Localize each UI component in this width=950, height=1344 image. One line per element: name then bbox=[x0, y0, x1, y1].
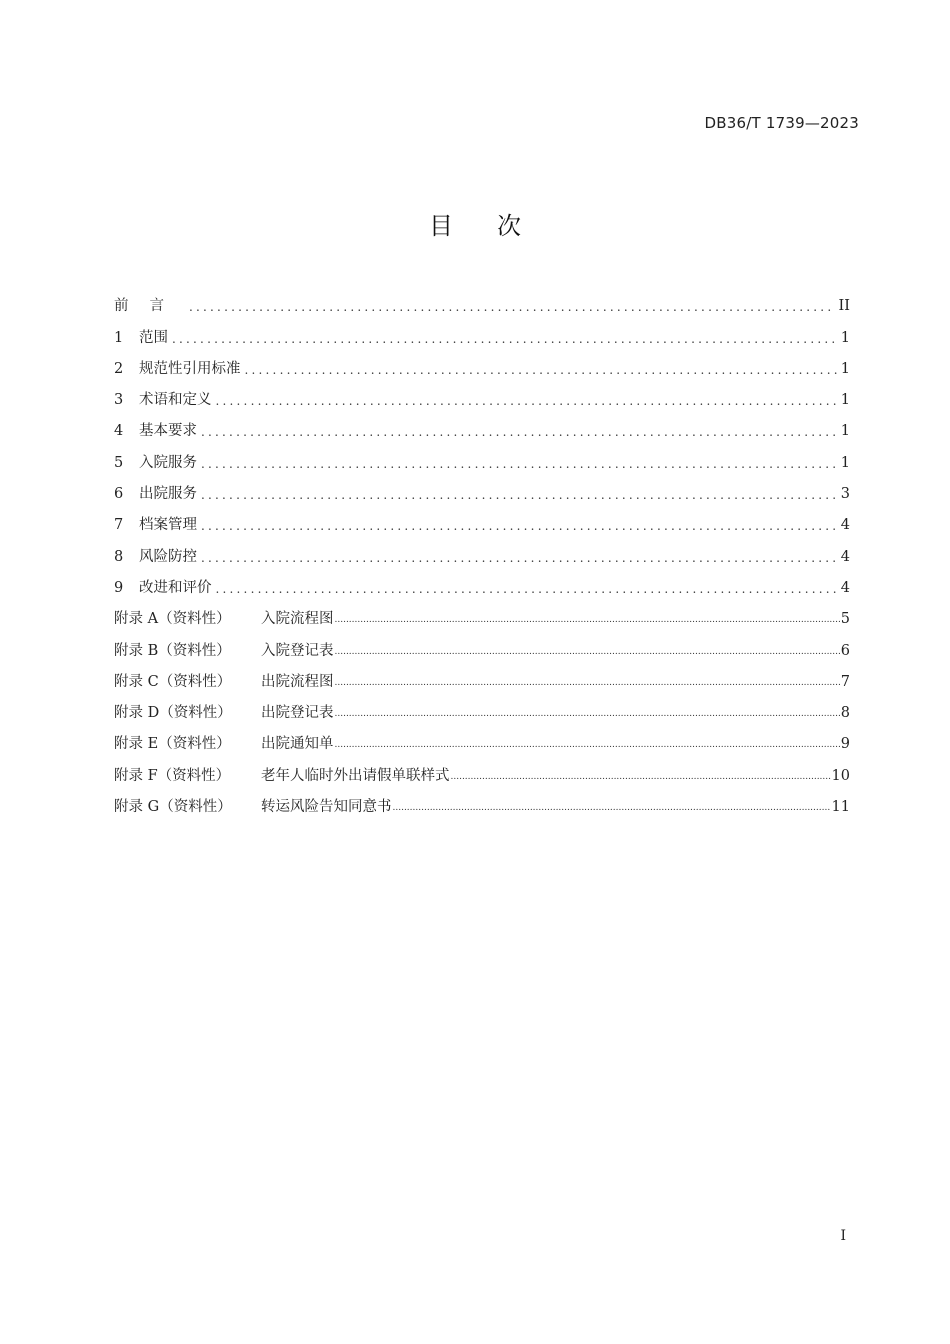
toc-appendix-label: 出院登记表 bbox=[261, 705, 334, 722]
toc-appendix-label: 出院通知单 bbox=[261, 736, 334, 753]
toc-appendix-label: 入院流程图 bbox=[261, 611, 334, 628]
toc-entry-page: 1 bbox=[840, 329, 850, 346]
toc-appendix-b[interactable] bbox=[114, 630, 850, 661]
toc-leader-dots bbox=[201, 516, 837, 536]
toc-appendix-label: 转运风险告知同意书 bbox=[261, 799, 392, 816]
toc-entry-label: 档案管理 bbox=[139, 517, 197, 534]
document-code: DB36/T 1739—2023 bbox=[704, 114, 859, 132]
toc-entry-label: 基本要求 bbox=[139, 423, 197, 440]
toc-appendix-prefix: 附录 A（资料性） bbox=[114, 611, 231, 628]
toc-appendix-prefix: 附录 E（资料性） bbox=[114, 736, 231, 753]
toc-appendix-page: 5 bbox=[840, 611, 850, 628]
toc-entry-number: 2 bbox=[114, 360, 124, 377]
toc-entry-number: 9 bbox=[114, 579, 124, 596]
toc-entry-number: 3 bbox=[114, 392, 124, 409]
toc-entry-label: 前言 bbox=[114, 298, 185, 315]
toc-leader-dots bbox=[245, 360, 837, 380]
toc-appendix-page: 10 bbox=[831, 767, 850, 784]
toc-entry-label: 规范性引用标准 bbox=[139, 360, 241, 377]
toc-leader-dots bbox=[201, 454, 837, 474]
toc-appendix-page: 11 bbox=[831, 799, 850, 816]
toc-entry-number: 1 bbox=[114, 329, 124, 346]
toc-entry-page: 3 bbox=[840, 486, 850, 503]
toc-appendix-page: 9 bbox=[840, 736, 850, 753]
toc-leader-dots bbox=[201, 548, 837, 568]
toc-entry-risk-control[interactable] bbox=[114, 536, 850, 567]
toc-entry-label: 改进和评价 bbox=[139, 579, 212, 596]
toc-entry-scope[interactable] bbox=[114, 317, 850, 348]
toc-entry-terms-definitions[interactable] bbox=[114, 380, 850, 411]
toc-entry-page: II bbox=[838, 298, 850, 315]
toc-entry-label: 出院服务 bbox=[139, 486, 197, 503]
toc-appendix-d[interactable] bbox=[114, 693, 850, 724]
toc-entry-discharge-service[interactable] bbox=[114, 474, 850, 505]
toc-entry-improvement-evaluation[interactable] bbox=[114, 568, 850, 599]
toc-appendix-page: 7 bbox=[840, 673, 850, 690]
toc-leader-dots bbox=[335, 735, 840, 755]
toc-entry-label: 范围 bbox=[139, 329, 168, 346]
toc-leader-dots bbox=[201, 485, 837, 505]
toc-entry-page: 4 bbox=[840, 517, 850, 534]
toc-entry-page: 1 bbox=[840, 454, 850, 471]
toc-leader-dots bbox=[201, 422, 837, 442]
toc-entry-normative-references[interactable] bbox=[114, 349, 850, 380]
toc-leader-dots bbox=[172, 329, 837, 349]
toc-entry-page: 4 bbox=[840, 579, 850, 596]
toc-leader-dots bbox=[189, 297, 835, 317]
toc-leader-dots bbox=[335, 673, 840, 693]
toc-leader-dots bbox=[335, 610, 840, 630]
toc-appendix-label: 出院流程图 bbox=[261, 673, 334, 690]
toc-entry-number: 5 bbox=[114, 454, 124, 471]
toc-leader-dots bbox=[216, 579, 837, 599]
toc-appendix-prefix: 附录 F（资料性） bbox=[114, 767, 231, 784]
toc-appendix-e[interactable] bbox=[114, 724, 850, 755]
toc-appendix-prefix: 附录 D（资料性） bbox=[114, 705, 232, 722]
toc-leader-dots bbox=[335, 642, 840, 662]
toc-entry-page: 1 bbox=[840, 423, 850, 440]
toc-appendix-page: 8 bbox=[840, 705, 850, 722]
toc-appendix-a[interactable] bbox=[114, 599, 850, 630]
toc-entry-page: 1 bbox=[840, 392, 850, 409]
toc-leader-dots bbox=[393, 798, 831, 818]
toc-entry-label: 术语和定义 bbox=[139, 392, 212, 409]
toc-entry-label: 入院服务 bbox=[139, 454, 197, 471]
toc-entry-number: 6 bbox=[114, 486, 124, 503]
toc-entry-number: 8 bbox=[114, 548, 124, 565]
toc-leader-dots bbox=[335, 704, 840, 724]
toc-leader-dots bbox=[451, 767, 831, 787]
toc-appendix-label: 老年人临时外出请假单联样式 bbox=[261, 767, 450, 784]
toc-appendix-prefix: 附录 G（资料性） bbox=[114, 799, 232, 816]
toc-entry-preface[interactable] bbox=[114, 286, 850, 317]
toc-appendix-g[interactable] bbox=[114, 787, 850, 818]
toc-entry-number: 7 bbox=[114, 517, 124, 534]
toc-entry-number: 4 bbox=[114, 423, 124, 440]
page-number: I bbox=[840, 1228, 846, 1244]
toc-entry-basic-requirements[interactable] bbox=[114, 411, 850, 442]
toc-entry-admission-service[interactable] bbox=[114, 442, 850, 473]
toc-entry-page: 1 bbox=[840, 360, 850, 377]
toc-appendix-f[interactable] bbox=[114, 755, 850, 786]
toc-appendix-label: 入院登记表 bbox=[261, 642, 334, 659]
toc-entry-records-management[interactable] bbox=[114, 505, 850, 536]
toc-appendix-c[interactable] bbox=[114, 662, 850, 693]
toc-leader-dots bbox=[216, 391, 837, 411]
toc-appendix-prefix: 附录 C（资料性） bbox=[114, 673, 232, 690]
toc-title: 目次 bbox=[429, 212, 565, 240]
toc-appendix-prefix: 附录 B（资料性） bbox=[114, 642, 231, 659]
toc-entry-label: 风险防控 bbox=[139, 548, 197, 565]
toc-appendix-page: 6 bbox=[840, 642, 850, 659]
table-of-contents bbox=[114, 286, 850, 818]
toc-entry-page: 4 bbox=[840, 548, 850, 565]
